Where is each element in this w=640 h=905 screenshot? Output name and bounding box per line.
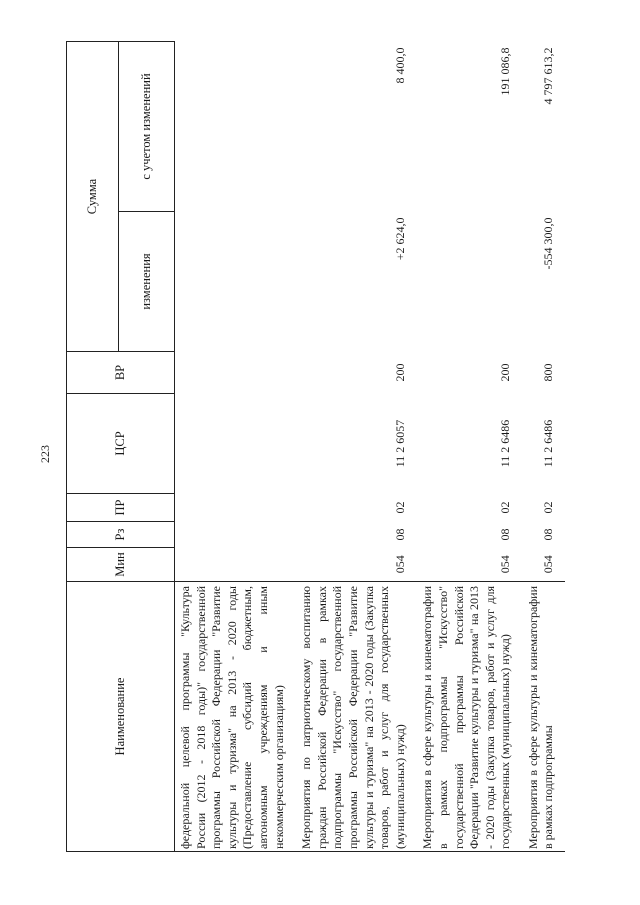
row-change: -554 300,0 <box>541 217 556 270</box>
row-with-change: 4 797 613,2 <box>541 47 556 105</box>
header-sum: Сумма <box>67 42 119 352</box>
table-row <box>416 42 522 852</box>
table-row <box>295 42 416 852</box>
header-csr: ЦСР <box>67 394 175 494</box>
row-name: Мероприятия в сфере культуры и кинематографии в рамках подпрограммы <box>522 582 565 852</box>
header-rz: Рз <box>67 522 175 548</box>
header-name: Наименование <box>67 582 175 852</box>
header-min: Мин <box>67 548 175 582</box>
row-name: Мероприятия в сфере культуры и кинематографии в рамках подпрограммы "Искусство" государственной программы Российской Федерации "Развитие культуры и туризма" на 2013 - 2020 годы (Закупка товаров, работ и услуг для государственных (муниципальных) нужд) <box>416 582 522 852</box>
row-change <box>416 212 522 352</box>
table-header <box>67 42 175 852</box>
row-min: 054 <box>498 555 513 574</box>
header-change: изменения <box>119 212 175 352</box>
budget-table-sheet <box>66 42 606 852</box>
row-change <box>175 212 296 352</box>
row-csr <box>175 394 296 494</box>
header-vr: ВР <box>67 352 175 394</box>
row-with-change: 8 400,0 <box>392 47 407 84</box>
row-vr: 200 <box>498 363 513 382</box>
table-row <box>175 42 296 852</box>
row-pr <box>175 494 296 522</box>
row-name: федеральной целевой программы "Культура России (2012 - 2018 годы)" государственной программы Российской Федерации "Развитие культуры и туризма" на 2013 - 2020 годы (Предоставление субсидий бюджетным, автономным учреждениям и иным некоммерческим организациям) <box>175 582 296 852</box>
row-rz: 08 <box>541 528 556 541</box>
row-min <box>175 548 296 582</box>
row-pr: 02 <box>392 501 407 514</box>
row-rz: 08 <box>498 528 513 541</box>
table-row <box>522 42 565 852</box>
header-with-change: с учетом изменений <box>119 42 175 212</box>
row-name: Мероприятия по патриотическому воспитанию граждан Российской Федерации в рамках подпрограммы "Искусство" государственной программы Российской Федерации "Развитие культуры и туризма" на 2013 - 2020 годы (Закупка товаров, работ и услуг для государственных (муниципальных) нужд) <box>295 582 416 852</box>
row-vr: 200 <box>392 363 407 382</box>
budget-table <box>66 41 565 852</box>
row-csr: 11 2 6486 <box>541 419 556 468</box>
page-number: 223 <box>38 445 52 463</box>
row-rz: 08 <box>392 528 407 541</box>
row-vr: 800 <box>541 363 556 382</box>
row-min: 054 <box>392 555 407 574</box>
row-rz <box>175 522 296 548</box>
row-with-change <box>175 42 296 212</box>
row-with-change: 191 086,8 <box>498 47 513 96</box>
row-min: 054 <box>541 555 556 574</box>
row-csr: 11 2 6486 <box>498 419 513 468</box>
row-pr: 02 <box>541 501 556 514</box>
header-pr: ПР <box>67 494 175 522</box>
row-pr: 02 <box>498 501 513 514</box>
row-vr <box>175 352 296 394</box>
row-csr: 11 2 6057 <box>392 419 407 468</box>
row-change: +2 624,0 <box>392 217 407 261</box>
